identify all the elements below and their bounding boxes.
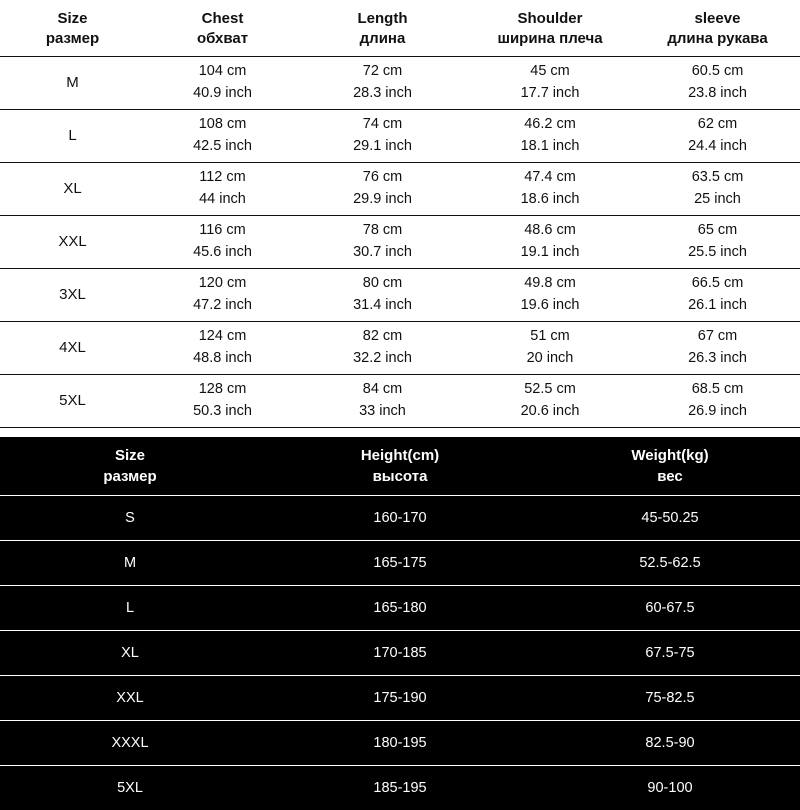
cell-length: 76 cm 29.9 inch bbox=[300, 163, 465, 216]
table-row bbox=[0, 322, 800, 375]
cell-shoulder: 52.5 cm 20.6 inch bbox=[465, 375, 635, 428]
table-row bbox=[0, 766, 800, 810]
table-row bbox=[0, 496, 800, 541]
cell-shoulder: 46.2 cm 18.1 inch bbox=[465, 110, 635, 163]
cell-size: L bbox=[0, 586, 260, 631]
height-weight-table-header bbox=[0, 437, 800, 496]
header-size-en: Size bbox=[0, 9, 145, 29]
header-length-ru: длина bbox=[300, 29, 465, 49]
cell-size: S bbox=[0, 496, 260, 541]
cell-chest: 108 cm 42.5 inch bbox=[145, 110, 300, 163]
height-weight-table bbox=[0, 437, 800, 810]
cell-size: M bbox=[0, 57, 145, 110]
cell-size: XXL bbox=[0, 676, 260, 721]
cell-sleeve: 66.5 cm 26.1 inch bbox=[635, 269, 800, 322]
cell-weight: 67.5-75 bbox=[540, 631, 800, 676]
cell-size: XL bbox=[0, 163, 145, 216]
header-chest-ru: обхват bbox=[145, 29, 300, 49]
header-sleeve-en: sleeve bbox=[635, 9, 800, 29]
cell-chest: 124 cm 48.8 inch bbox=[145, 322, 300, 375]
cell-length: 80 cm 31.4 inch bbox=[300, 269, 465, 322]
cell-shoulder: 45 cm 17.7 inch bbox=[465, 57, 635, 110]
table-header-row bbox=[0, 437, 800, 496]
table-header-row bbox=[0, 0, 800, 57]
cell-shoulder: 48.6 cm 19.1 inch bbox=[465, 216, 635, 269]
cell-size: M bbox=[0, 541, 260, 586]
cell-sleeve: 63.5 cm 25 inch bbox=[635, 163, 800, 216]
cell-height: 170-185 bbox=[260, 631, 540, 676]
header-height-en: Height(cm) bbox=[260, 445, 540, 466]
cell-chest: 104 cm 40.9 inch bbox=[145, 57, 300, 110]
cell-height: 160-170 bbox=[260, 496, 540, 541]
cell-shoulder: 47.4 cm 18.6 inch bbox=[465, 163, 635, 216]
measurement-table-body bbox=[0, 57, 800, 428]
cell-height: 165-180 bbox=[260, 586, 540, 631]
cell-weight: 90-100 bbox=[540, 766, 800, 810]
cell-weight: 75-82.5 bbox=[540, 676, 800, 721]
cell-size: 3XL bbox=[0, 269, 145, 322]
cell-size: L bbox=[0, 110, 145, 163]
cell-size: XXL bbox=[0, 216, 145, 269]
table-row bbox=[0, 110, 800, 163]
header-length bbox=[300, 0, 465, 57]
table-row bbox=[0, 631, 800, 676]
header-size bbox=[0, 437, 260, 496]
cell-size: 4XL bbox=[0, 322, 145, 375]
table-row bbox=[0, 586, 800, 631]
table-divider bbox=[0, 428, 800, 437]
cell-shoulder: 49.8 cm 19.6 inch bbox=[465, 269, 635, 322]
cell-sleeve: 60.5 cm 23.8 inch bbox=[635, 57, 800, 110]
cell-length: 82 cm 32.2 inch bbox=[300, 322, 465, 375]
height-weight-table-body bbox=[0, 496, 800, 810]
cell-chest: 128 cm 50.3 inch bbox=[145, 375, 300, 428]
measurement-table-header bbox=[0, 0, 800, 57]
header-weight bbox=[540, 437, 800, 496]
cell-size: XL bbox=[0, 631, 260, 676]
table-row bbox=[0, 676, 800, 721]
cell-weight: 45-50.25 bbox=[540, 496, 800, 541]
cell-sleeve: 62 cm 24.4 inch bbox=[635, 110, 800, 163]
header-length-en: Length bbox=[300, 9, 465, 29]
cell-chest: 112 cm 44 inch bbox=[145, 163, 300, 216]
cell-height: 180-195 bbox=[260, 721, 540, 766]
cell-size: 5XL bbox=[0, 375, 145, 428]
table-row bbox=[0, 269, 800, 322]
cell-length: 84 cm 33 inch bbox=[300, 375, 465, 428]
cell-sleeve: 65 cm 25.5 inch bbox=[635, 216, 800, 269]
header-size-ru: размер bbox=[0, 466, 260, 487]
table-row bbox=[0, 216, 800, 269]
table-row bbox=[0, 541, 800, 586]
cell-height: 165-175 bbox=[260, 541, 540, 586]
header-shoulder-ru: ширина плеча bbox=[465, 29, 635, 49]
header-chest-en: Chest bbox=[145, 9, 300, 29]
cell-size: 5XL bbox=[0, 766, 260, 810]
cell-weight: 52.5-62.5 bbox=[540, 541, 800, 586]
cell-chest: 116 cm 45.6 inch bbox=[145, 216, 300, 269]
header-sleeve-ru: длина рукава bbox=[635, 29, 800, 49]
cell-sleeve: 68.5 cm 26.9 inch bbox=[635, 375, 800, 428]
cell-height: 175-190 bbox=[260, 676, 540, 721]
cell-weight: 60-67.5 bbox=[540, 586, 800, 631]
cell-length: 78 cm 30.7 inch bbox=[300, 216, 465, 269]
cell-sleeve: 67 cm 26.3 inch bbox=[635, 322, 800, 375]
cell-size: XXXL bbox=[0, 721, 260, 766]
header-shoulder bbox=[465, 0, 635, 57]
table-row bbox=[0, 721, 800, 766]
header-chest bbox=[145, 0, 300, 57]
header-size-en: Size bbox=[0, 445, 260, 466]
table-row bbox=[0, 163, 800, 216]
header-size-ru: размер bbox=[0, 29, 145, 49]
cell-length: 74 cm 29.1 inch bbox=[300, 110, 465, 163]
table-row bbox=[0, 57, 800, 110]
header-sleeve bbox=[635, 0, 800, 57]
header-shoulder-en: Shoulder bbox=[465, 9, 635, 29]
cell-height: 185-195 bbox=[260, 766, 540, 810]
cell-shoulder: 51 cm 20 inch bbox=[465, 322, 635, 375]
cell-chest: 120 cm 47.2 inch bbox=[145, 269, 300, 322]
header-height bbox=[260, 437, 540, 496]
header-size bbox=[0, 0, 145, 57]
table-row bbox=[0, 375, 800, 428]
cell-weight: 82.5-90 bbox=[540, 721, 800, 766]
header-height-ru: высота bbox=[260, 466, 540, 487]
header-weight-en: Weight(kg) bbox=[540, 445, 800, 466]
cell-length: 72 cm 28.3 inch bbox=[300, 57, 465, 110]
header-weight-ru: вес bbox=[540, 466, 800, 487]
